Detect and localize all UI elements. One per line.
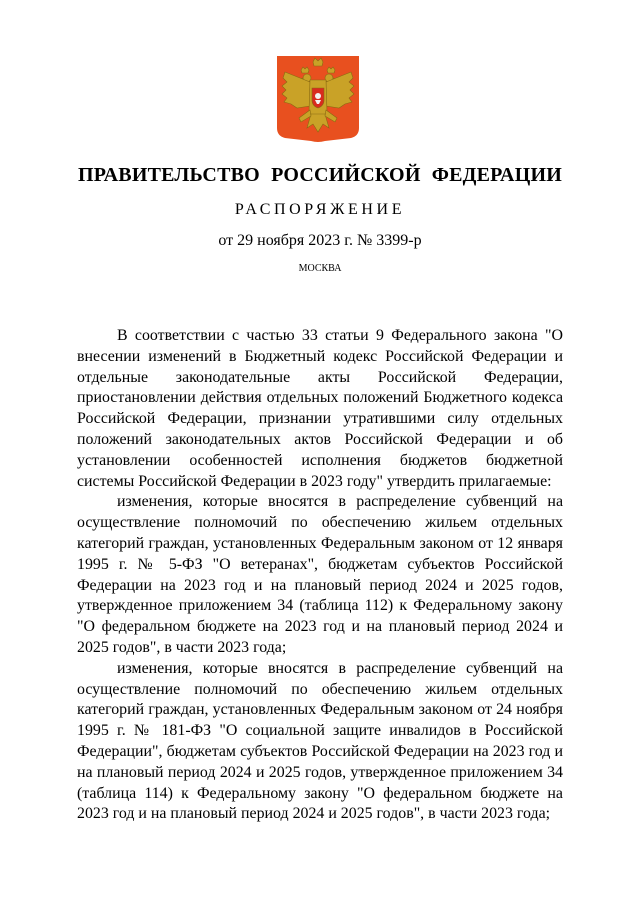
city-name: МОСКВА [298, 263, 342, 274]
document-type: РАСПОРЯЖЕНИЕ [234, 201, 406, 218]
paragraph-preamble: В соответствии с частью 33 статьи 9 Федерального закона "О внесении изменений в Бюджетный кодекс Российской Федерации и отдельные законодательные акты Российской Федерации, приостановлении действия отдельных положений Бюджетного кодекса Российской Федерации, признании утратившими силу отдельных положений законодательных актов Российской Федерации и об установлении особенностей исполнения бюджетов бюджетной системы Российской Федерации в 2023 году" утвердить прилагаемые: [77, 327, 563, 490]
government-title: ПРАВИТЕЛЬСТВО РОССИЙСКОЙ ФЕДЕРАЦИИ [78, 164, 562, 186]
paragraph-item: изменения, которые вносятся в распределение субвенций на осуществление полномочий по обеспечению жильем отдельных категорий граждан, установленных Федеральным законом от 24 ноября 1995 г. № 181-ФЗ "О социальной защите инвалидов в Российской Федерации", бюджетам субъектов Российской Федерации на 2023 год и на плановый период 2024 и 2025 годов, утвержденное приложением 34 (таблица 114) к Федеральному закону "О федеральном бюджете на 2023 год и на плановый период 2024 и 2025 годов", в части 2023 года; [77, 659, 563, 823]
russian-coat-of-arms-icon [277, 56, 359, 143]
paragraph-item: изменения, которые вносятся в распределение субвенций на осуществление полномочий по обеспечению жильем отдельных категорий граждан, установленных Федеральным законом от 12 января 1995 г. № 5-ФЗ "О ветеранах", бюджетам субъектов Российской Федерации на 2023 год и на плановый период 2024 и 2025 годов, утвержденное приложением 34 (таблица 112) к Федеральному закону "О федеральном бюджете на 2023 год и на плановый период 2024 и 2025 годов", в части 2023 года; [77, 493, 563, 656]
document-body [77, 326, 563, 825]
document-date-number: от 29 ноября 2023 г. № 3399-р [218, 232, 422, 249]
